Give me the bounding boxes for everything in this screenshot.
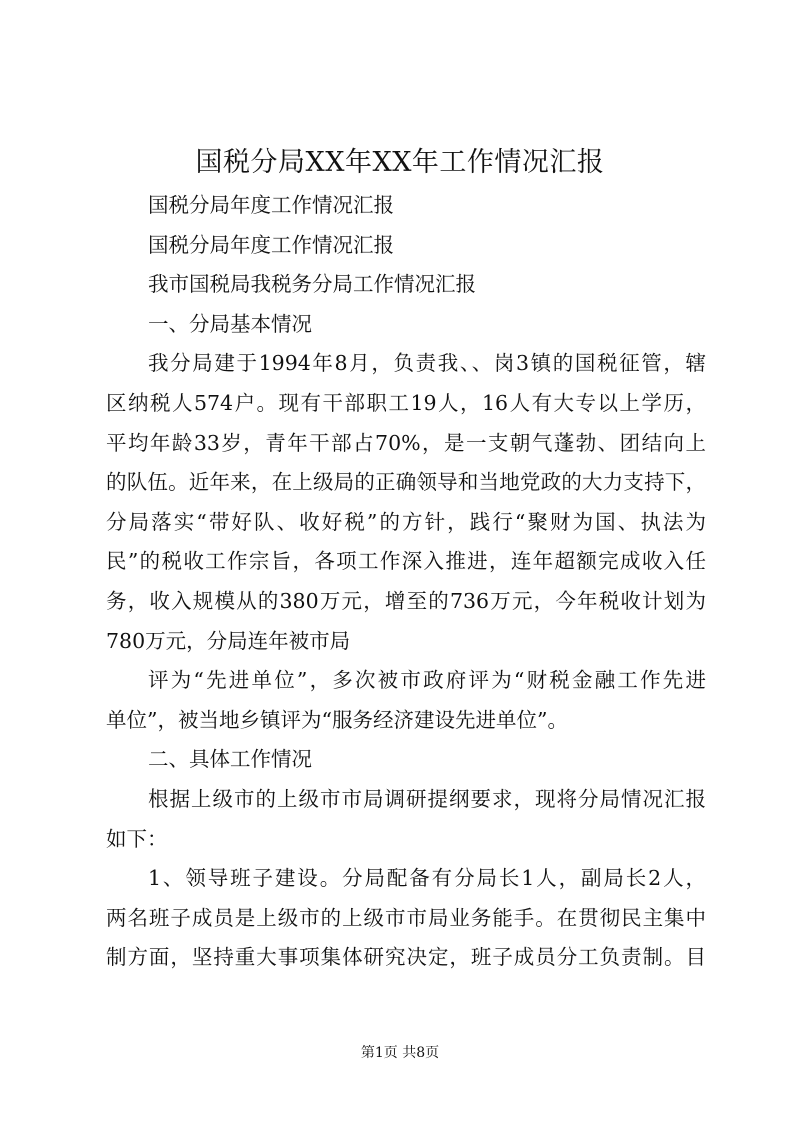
document-title: 国税分局XX年XX年工作情况汇报 xyxy=(195,147,605,178)
paragraph-line: 平均年龄33岁，青年干部占70%，是一支朝气蓬勃、团结向上 xyxy=(106,430,706,455)
paragraph-line: 如下： xyxy=(106,826,168,851)
paragraph-line: 两名班子成员是上级市的上级市市局业务能手。在贯彻民主集中 xyxy=(106,905,706,930)
paragraph-line: 根据上级市的上级市市局调研提纲要求，现将分局情况汇报 xyxy=(148,786,706,811)
paragraph-line: 民”的税收工作宗旨，各项工作深入推进，连年超额完成收入任 xyxy=(106,549,706,574)
paragraph-line: 区纳税人574户。现有干部职工19人，16人有大专以上学历， xyxy=(106,390,706,415)
paragraph-line: 的队伍。近年来，在上级局的正确领导和当地党政的大力支持下， xyxy=(106,470,706,495)
document-body xyxy=(106,186,706,978)
paragraph-line: 分局落实“带好队、收好税”的方针，践行“聚财为国、执法为 xyxy=(106,509,706,534)
paragraph-line: 务，收入规模从的380万元，增至的736万元，今年税收计划为 xyxy=(106,588,706,613)
page-footer: 第1页 共8页 xyxy=(360,1045,440,1061)
subtitle-line: 国税分局年度工作情况汇报 xyxy=(148,193,394,217)
paragraph-line: 我分局建于1994年8月，负责我、、岗3镇的国税征管，辖 xyxy=(148,351,706,376)
paragraph-line: 1、领导班子建设。分局配备有分局长1人，副局长2人， xyxy=(148,866,706,891)
subtitle-line: 我市国税局我税务分局工作情况汇报 xyxy=(148,272,476,297)
paragraph-line: 780万元，分局连年被市局 xyxy=(106,628,351,653)
section-heading: 一、分局基本情况 xyxy=(148,311,312,336)
subtitle-line: 国税分局年度工作情况汇报 xyxy=(148,232,394,257)
paragraph-line: 制方面，坚持重大事项集体研究决定，班子成员分工负责制。目 xyxy=(106,945,706,970)
section-heading: 二、具体工作情况 xyxy=(148,747,312,772)
paragraph-line: 单位”，被当地乡镇评为“服务经济建设先进单位”。 xyxy=(106,707,568,732)
paragraph-line: 评为“先进单位”，多次被市政府评为“财税金融工作先进 xyxy=(148,668,706,693)
